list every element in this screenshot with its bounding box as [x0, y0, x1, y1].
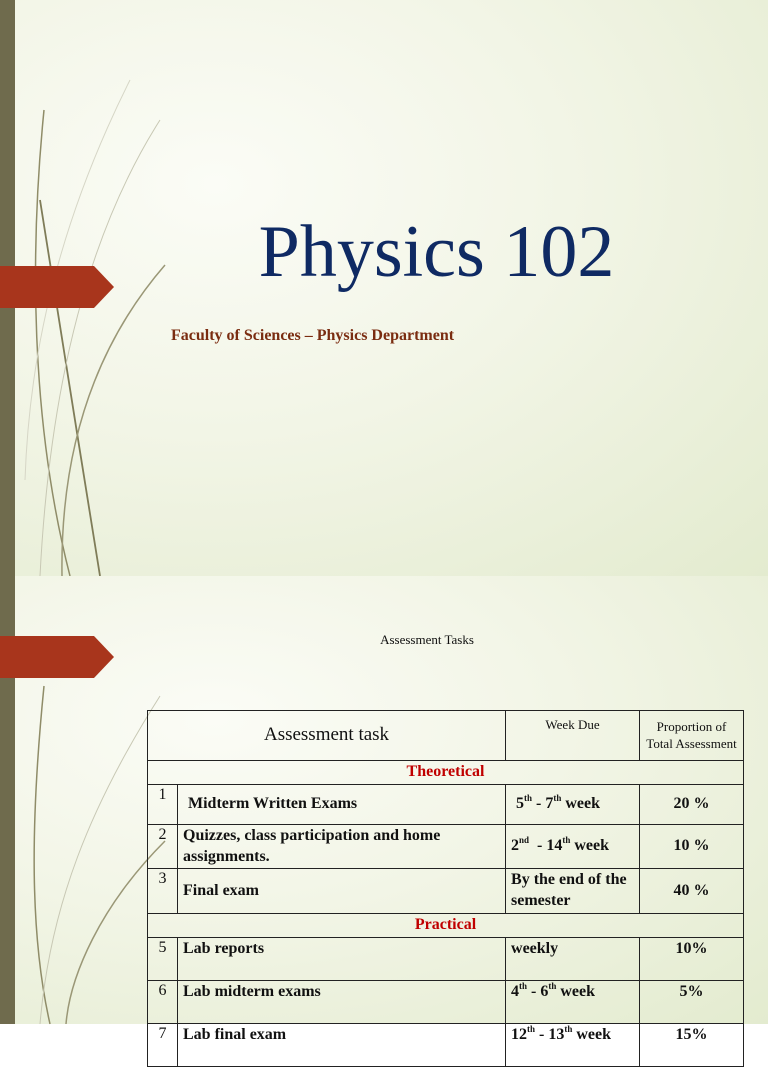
slide-title: Physics 102: [258, 211, 615, 293]
row-proportion: 10%: [640, 937, 744, 980]
row-week: 4th - 6th week: [506, 980, 640, 1023]
row-week: 12th - 13th week: [506, 1023, 640, 1066]
table-row: [148, 980, 744, 1023]
table-row: [148, 1023, 744, 1066]
row-week: 2nd - 14th week: [506, 824, 640, 869]
row-week: weekly: [506, 937, 640, 980]
assessment-table: [147, 710, 744, 1067]
table-row: [148, 824, 744, 869]
row-task: Midterm Written Exams: [178, 784, 506, 824]
row-proportion: 20 %: [640, 784, 744, 824]
row-number: 3: [148, 869, 178, 914]
section-theoretical: Theoretical: [148, 761, 744, 785]
row-proportion: 10 %: [640, 824, 744, 869]
table-row: [148, 869, 744, 914]
row-number: 2: [148, 824, 178, 869]
section-practical: Practical: [148, 913, 744, 937]
table-row: [148, 937, 744, 980]
row-proportion: 15%: [640, 1023, 744, 1066]
header-proportion: Proportion of Total Assessment: [640, 711, 744, 761]
row-number: 1: [148, 784, 178, 824]
row-week: By the end of the semester: [506, 869, 640, 914]
row-number: 7: [148, 1023, 178, 1066]
row-task: Lab midterm exams: [178, 980, 506, 1023]
row-task: Quizzes, class participation and home assignments.: [178, 824, 506, 869]
table-row: [148, 784, 744, 824]
row-proportion: 40 %: [640, 869, 744, 914]
row-task: Final exam: [178, 869, 506, 914]
header-week: Week Due: [506, 711, 640, 761]
section-row: [148, 761, 744, 785]
assessment-slide: [0, 576, 768, 1043]
row-proportion: 5%: [640, 980, 744, 1023]
row-number: 6: [148, 980, 178, 1023]
header-task: Assessment task: [148, 711, 506, 761]
row-number: 5: [148, 937, 178, 980]
row-week: 5th - 7th week: [506, 784, 640, 824]
section-row: [148, 913, 744, 937]
slide-subtitle: Faculty of Sciences – Physics Department: [171, 327, 455, 344]
slide-heading: Assessment Tasks: [380, 632, 474, 647]
row-task: Lab reports: [178, 937, 506, 980]
row-task: Lab final exam: [178, 1023, 506, 1066]
table-header-row: [148, 711, 744, 761]
